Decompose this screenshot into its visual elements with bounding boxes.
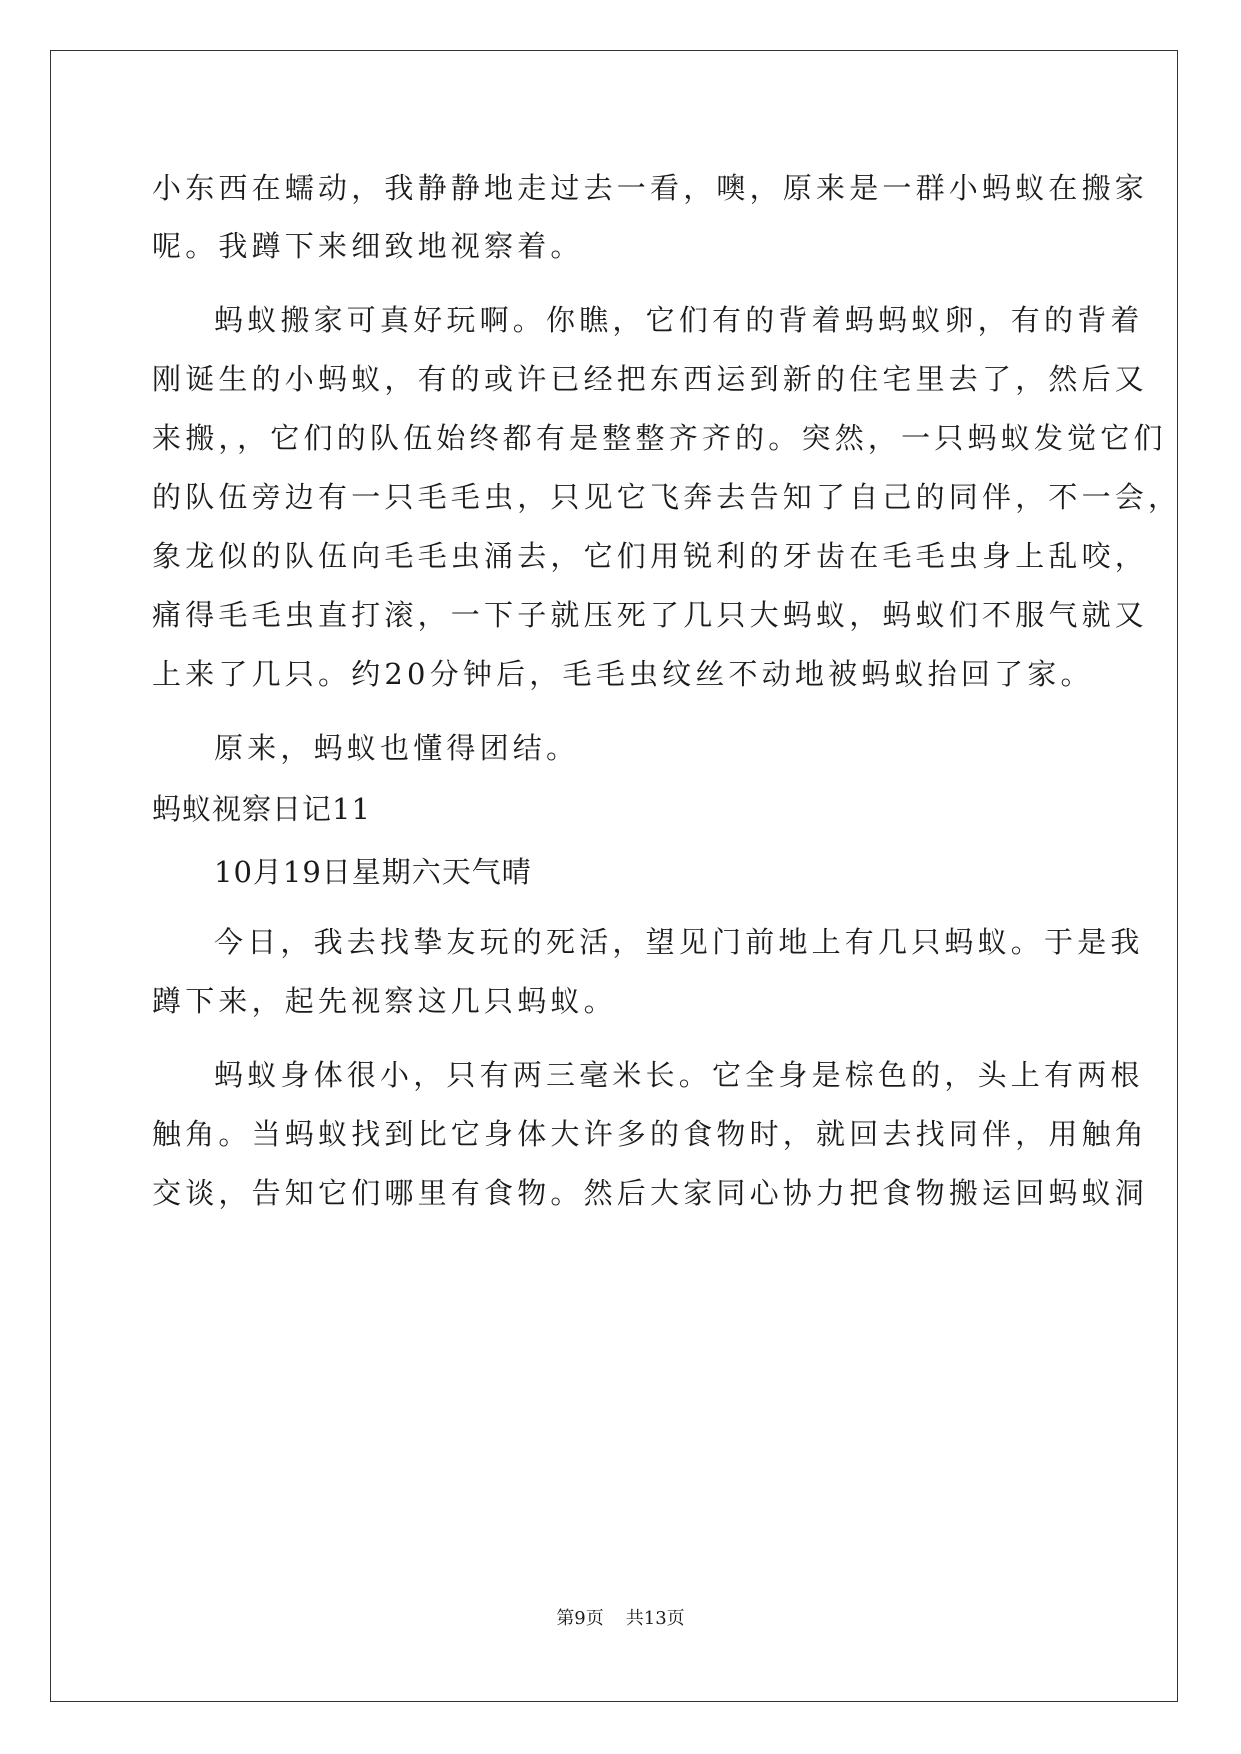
paragraph-first-line: 蚂蚁搬家可真好玩啊。你瞧，它们有的背着蚂蚂蚁卵，有的背着 [214,303,1144,337]
text-line: 的队伍旁边有一只毛毛虫，只见它飞奔去告知了自己的同伴，不一会， [152,480,1182,514]
text-line: 交谈，告知它们哪里有食物。然后大家同心协力把食物搬运回蚂蚁洞 [152,1176,1149,1210]
text-line: 小东西在蠕动，我静静地走过去一看，噢，原来是一群小蚂蚁在搬家 [152,171,1149,205]
page-footer [0,1607,1241,1631]
text-line: 象龙似的队伍向毛毛虫涌去，它们用锐利的牙齿在毛毛虫身上乱咬， [152,539,1149,573]
text-line: 触角。当蚂蚁找到比它身体大许多的食物时，就回去找同伴，用触角 [152,1117,1149,1151]
text-line: 痛得毛毛虫直打滚，一下子就压死了几只大蚂蚁，蚂蚁们不服气就又 [152,598,1149,632]
text-line: 上来了几只。约20分钟后，毛毛虫纹丝不动地被蚂蚁抬回了家。 [152,657,1094,691]
text-line: 呢。我蹲下来细致地视察着。 [152,229,584,263]
text-line: 蹲下来，起先视察这几只蚂蚁。 [152,984,617,1018]
text-line: 刚诞生的小蚂蚁，有的或许已经把东西运到新的住宅里去了，然后又 [152,362,1149,396]
paragraph-first-line: 今日，我去找挚友玩的死活，望见门前地上有几只蚂蚁。于是我 [214,925,1144,959]
paragraph-first-line: 原来，蚂蚁也懂得团结。 [214,731,580,765]
page-total: 共13页 [625,1608,685,1629]
paragraph-first-line: 蚂蚁身体很小，只有两三毫米长。它全身是棕色的，头上有两根 [214,1058,1144,1092]
date-line: 10月19日星期六天气晴 [214,855,532,889]
page-number: 第9页 [556,1608,604,1629]
section-heading: 蚂蚁视察日记11 [152,792,371,826]
text-line: 来搬，，它们的队伍始终都有是整整齐齐的。突然，一只蚂蚁发觉它们 [152,421,1167,455]
